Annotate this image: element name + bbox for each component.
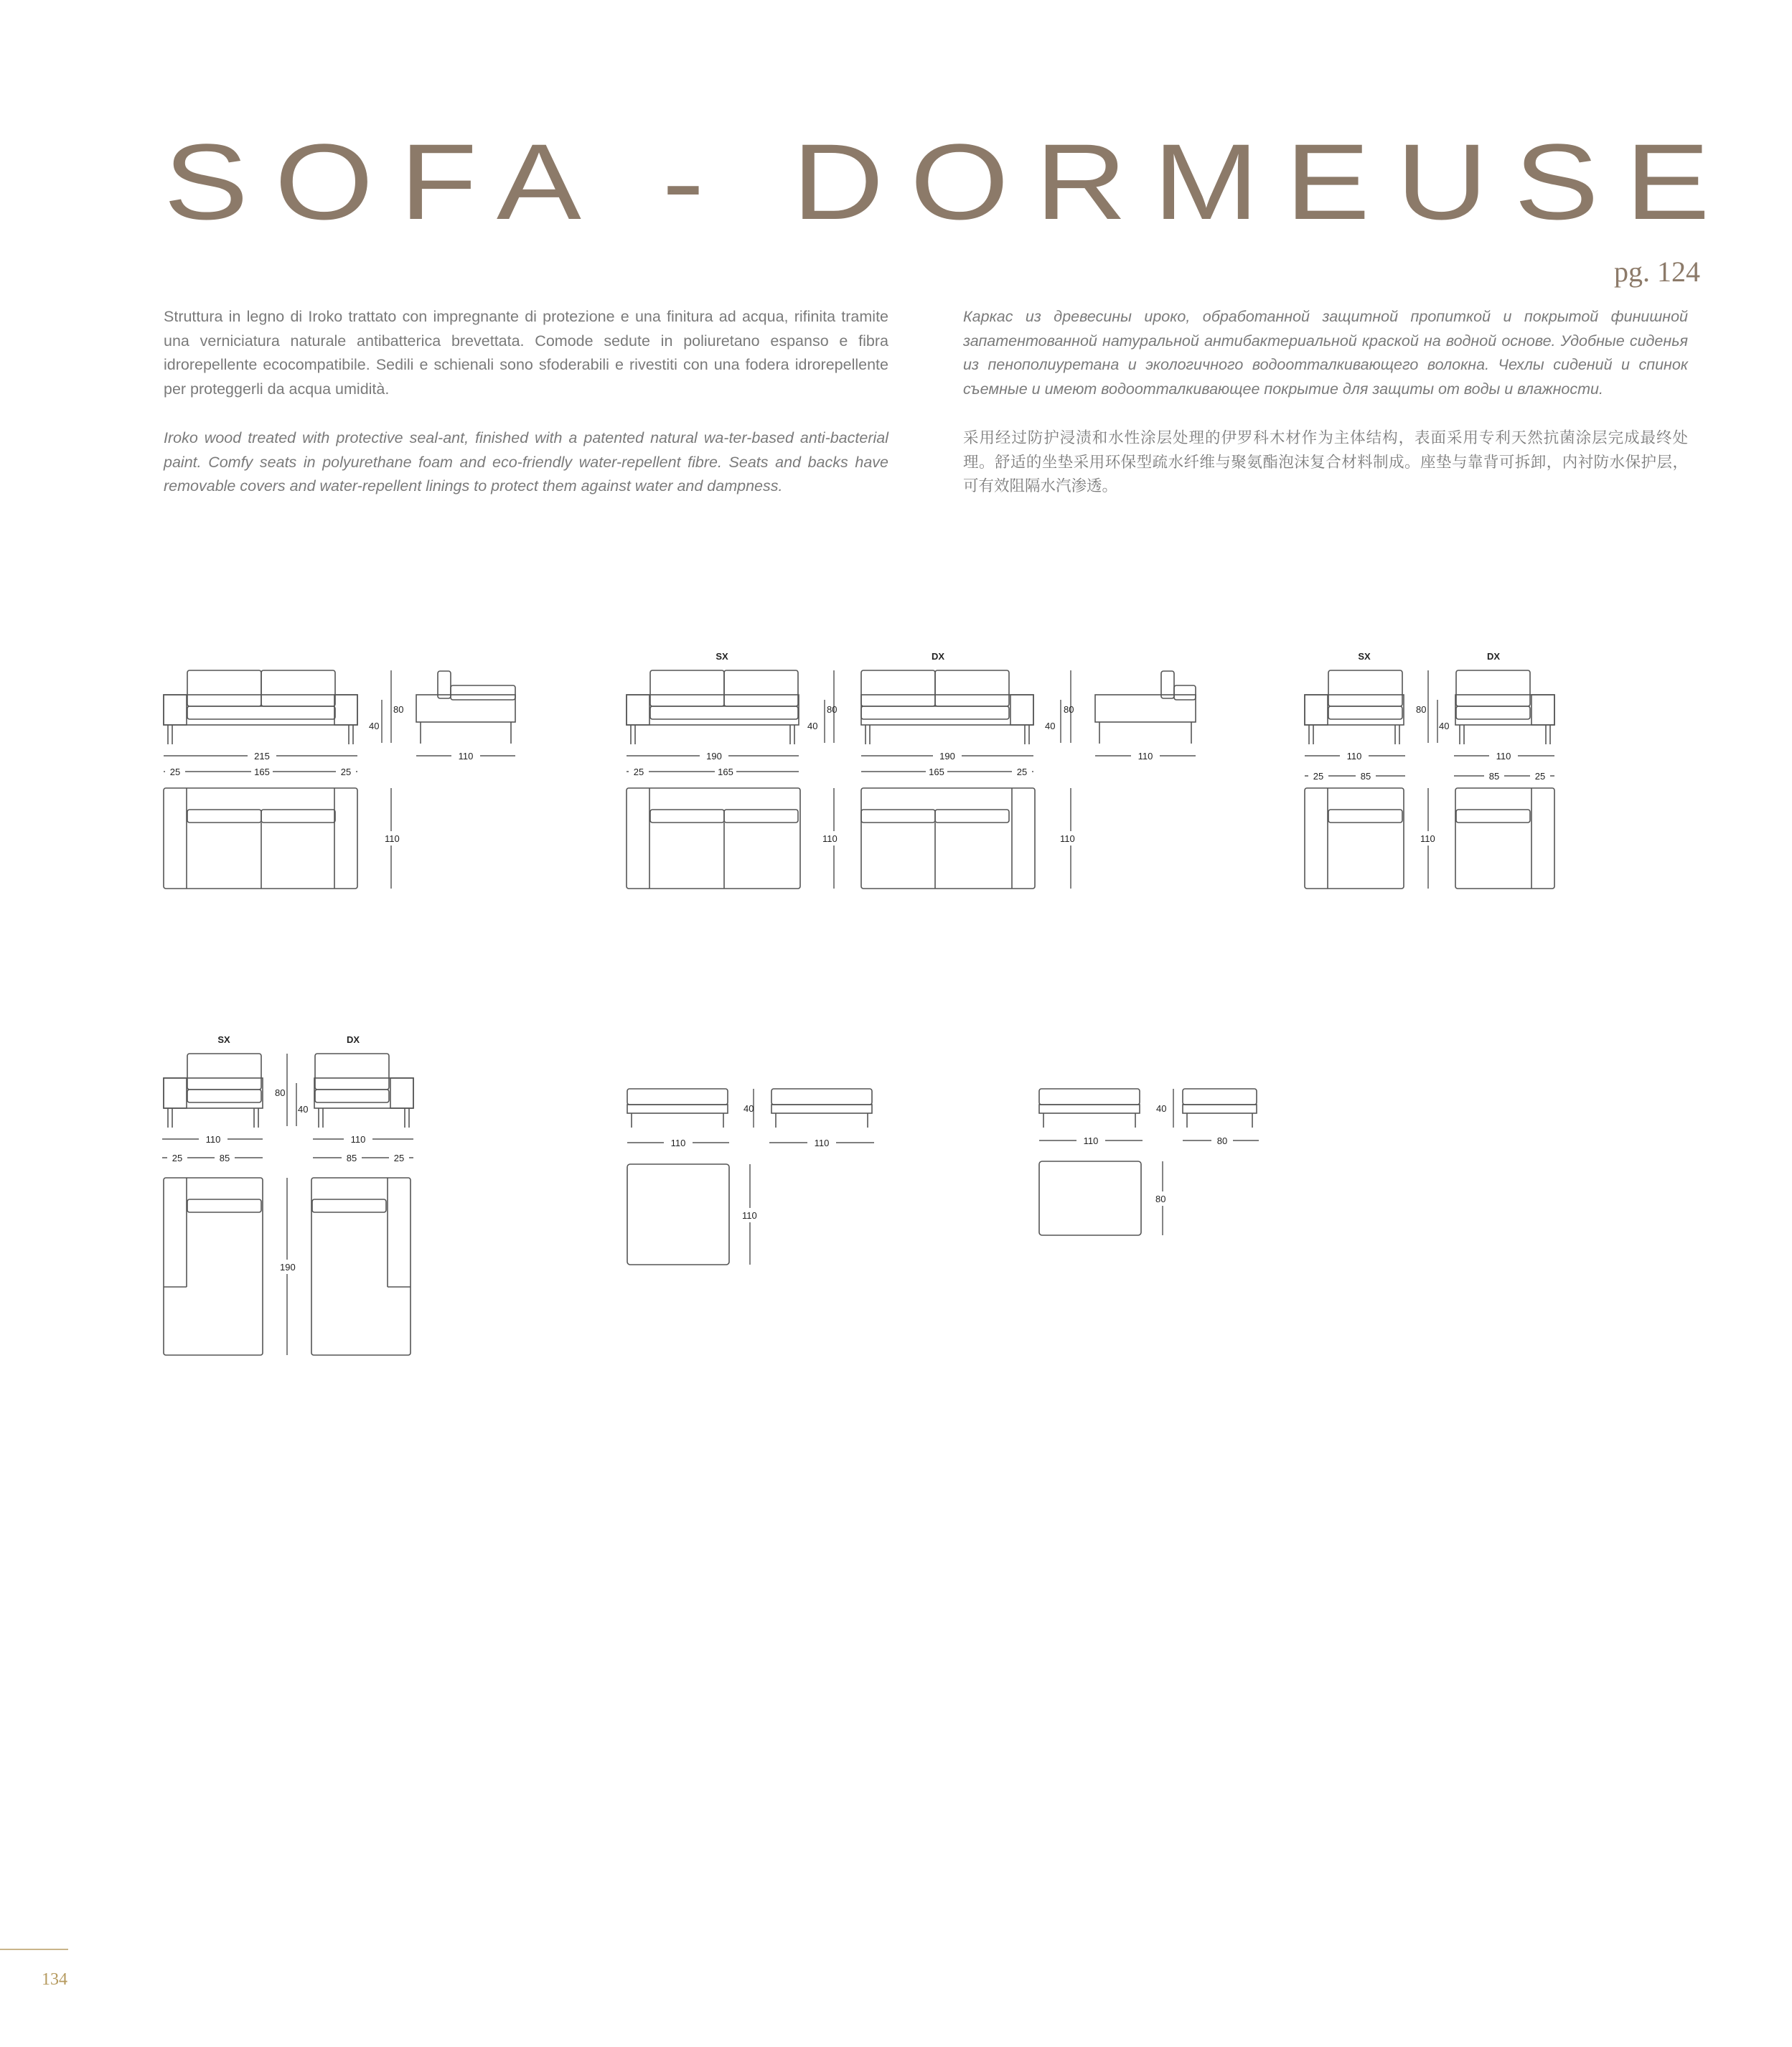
- pouf-rect-drawing: [1039, 1089, 1259, 1235]
- sofa-corner-sx-width-dim: 190: [706, 751, 722, 762]
- pouf-square-depth-dim: 110: [742, 1210, 757, 1221]
- page-reference: pg. 124: [1614, 256, 1700, 288]
- dormeuse-sx-arm-dim: 25: [172, 1153, 183, 1163]
- pouf-rect-front-view-a: [1039, 1089, 1140, 1128]
- armchair-height-dim: 80: [1416, 704, 1427, 715]
- sofa-2-seat-side-view: [416, 671, 515, 744]
- armchair-dx-plan-view: [1455, 788, 1554, 889]
- sofa-2-seat-arm-right-dim: 25: [340, 767, 352, 777]
- dormeuse-sx-label: SX: [217, 1034, 230, 1045]
- sofa-corner-dx-seat-dim: 165: [929, 767, 944, 777]
- armchair-dx-front-view: [1455, 670, 1554, 744]
- dormeuse-seat-height-dim: 40: [298, 1104, 309, 1115]
- sofa-corner-sx-plan-view: [627, 788, 800, 889]
- armchair-dx-seat-dim: 85: [1488, 771, 1500, 782]
- armchair-plan-depth-dim: 110: [1420, 833, 1435, 844]
- pouf-rect-width-a-dim: 110: [1083, 1135, 1099, 1146]
- sofa-corner-sx-front-view: [627, 670, 799, 744]
- pouf-square-plan-view: [627, 1164, 729, 1265]
- sofa-2-seat-plan-depth-dim: 110: [385, 833, 400, 844]
- armchair-dx-label: DX: [1486, 651, 1501, 662]
- sofa-corner-dx-seat-height-dim: 40: [1045, 721, 1056, 731]
- dormeuse-dx-plan-view: [311, 1178, 411, 1355]
- pouf-rect-front-view-b: [1183, 1089, 1257, 1128]
- pouf-square-height-dim: 40: [743, 1103, 754, 1114]
- sofa-2-seat-seat-dim: 165: [254, 767, 270, 777]
- pouf-rect-plan-view: [1039, 1161, 1141, 1235]
- sofa-corner-sx-arm-dim: 25: [633, 767, 644, 777]
- footer-rule: [0, 1949, 68, 1950]
- pouf-square-drawing: [627, 1089, 874, 1265]
- sofa-2-seat-drawing: [164, 670, 515, 889]
- sofa-2-seat-height-dim: 80: [393, 704, 404, 715]
- dormeuse-sx-plan-view: [164, 1178, 263, 1355]
- dormeuse-dx-front-view: [314, 1054, 413, 1128]
- sofa-2-seat-seat-height-dim: 40: [369, 721, 380, 731]
- sofa-2-seat-plan-view: [164, 788, 357, 889]
- dormeuse-dx-width-dim: 110: [350, 1134, 366, 1145]
- sofa-corner-dx-plan-depth-dim: 110: [1060, 833, 1075, 844]
- sofa-corner-sx-height-dim: 80: [827, 704, 838, 715]
- dormeuse-dx-seat-dim: 85: [346, 1153, 357, 1163]
- sofa-corner-side-view: [1095, 671, 1196, 744]
- sofa-2-seat-side-depth-dim: 110: [458, 751, 474, 762]
- armchair-sx-arm-dim: 25: [1313, 771, 1324, 782]
- sofa-corner-dx-front-view: [861, 670, 1033, 744]
- armchair-dx-width-dim: 110: [1496, 751, 1511, 762]
- armchair-sx-front-view: [1305, 670, 1404, 744]
- page-title: SOFA - DORMEUSE: [164, 121, 1737, 242]
- sofa-2-seat-front-view: [164, 670, 357, 744]
- pouf-rect-height-dim: 40: [1156, 1103, 1167, 1114]
- armchair-drawing: [1305, 651, 1554, 889]
- sofa-corner-side-depth-dim: 110: [1137, 751, 1153, 762]
- sofa-corner-dx-plan-view: [861, 788, 1035, 889]
- sofa-2-seat-arm-left-dim: 25: [169, 767, 181, 777]
- sofa-2-seat-width-dim: 215: [254, 751, 270, 762]
- pouf-rect-width-b-dim: 80: [1216, 1135, 1228, 1146]
- sofa-corner-dx-arm-dim: 25: [1016, 767, 1028, 777]
- dormeuse-height-dim: 80: [275, 1087, 286, 1098]
- pouf-square-width-a-dim: 110: [670, 1138, 686, 1148]
- sofa-corner-sx-seat-height-dim: 40: [807, 721, 818, 731]
- armchair-sx-label: SX: [1358, 651, 1371, 662]
- dormeuse-sx-seat-dim: 85: [219, 1153, 230, 1163]
- sofa-corner-sx-label: SX: [716, 651, 728, 662]
- armchair-dx-arm-dim: 25: [1534, 771, 1546, 782]
- description-italian: Struttura in legno di Iroko trattato con impregnante di protezione e una finitura ad acqua, rifinita tramite una verniciatura naturale antibatterica brevettata. Comode sedute in poliuretano espanso e fibra idrorepellente ecocompatibile. Sedili e schienali sono sfoderabili e rivestiti con una fodera idrorepellente per proteggerli da acqua umidità.: [164, 308, 888, 398]
- sofa-corner-dx-width-dim: 190: [939, 751, 955, 762]
- dormeuse-drawing: [162, 1034, 413, 1355]
- sofa-corner-dx-label: DX: [931, 651, 945, 662]
- dormeuse-sx-front-view: [164, 1054, 263, 1128]
- pouf-square-width-b-dim: 110: [814, 1138, 830, 1148]
- armchair-seat-height-dim: 40: [1439, 721, 1450, 731]
- description-russian: Каркас из древесины ироко, обработанной защитной пропиткой и покрытой финишной запатентованной натуральной антибактериальной краской на водной основе. Удобные сиденья из пенополиуретана и экологичного водоотталкивающего волокна. Чехлы сидений и спинок съемные и имеют водоотталкивающее покрытие для защиты от воды и влажности.: [963, 308, 1688, 398]
- pouf-square-front-view-a: [627, 1089, 728, 1128]
- dormeuse-sx-width-dim: 110: [205, 1134, 221, 1145]
- pouf-rect-depth-dim: 80: [1155, 1194, 1166, 1204]
- armchair-sx-seat-dim: 85: [1360, 771, 1371, 782]
- sofa-corner-sx-seat-dim: 165: [718, 767, 733, 777]
- sofa-corner-sx-plan-depth-dim: 110: [822, 833, 838, 844]
- page-number: 134: [42, 1970, 67, 1989]
- description-english: Iroko wood treated with protective seal-ant, finished with a patented natural wa-ter-based anti-bacterial paint. Comfy seats in polyurethane foam and eco-friendly water-repellent fibre. Seats and backs have removable covers and water-repellent linings to protect them against water and dampness.: [164, 429, 888, 495]
- sofa-corner-dx-height-dim: 80: [1064, 704, 1074, 715]
- dormeuse-dx-label: DX: [346, 1034, 360, 1045]
- dormeuse-plan-depth-dim: 190: [280, 1262, 296, 1273]
- sofa-corner-drawing: [627, 651, 1196, 889]
- pouf-square-front-view-b: [771, 1089, 872, 1128]
- armchair-sx-width-dim: 110: [1346, 751, 1362, 762]
- armchair-sx-plan-view: [1305, 788, 1404, 889]
- dormeuse-dx-arm-dim: 25: [393, 1153, 405, 1163]
- description-chinese: 采用经过防护浸渍和水性涂层处理的伊罗科木材作为主体结构，表面采用专利天然抗菌涂层完成最终处理。舒适的坐垫采用环保型疏水纤维与聚氨酯泡沫复合材料制成。座垫与靠背可拆卸，内衬防水保护层，可有效阻隔水汽渗透。: [963, 429, 1688, 495]
